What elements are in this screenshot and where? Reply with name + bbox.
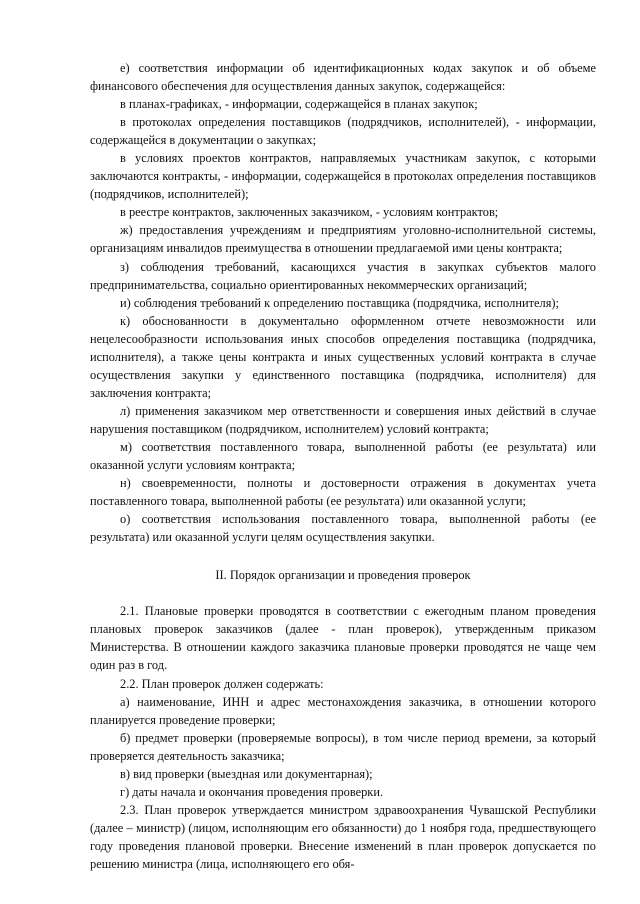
paragraph-2-2-v: в) вид проверки (выездная или документарная);	[120, 766, 373, 781]
paragraph-item-k: к) обоснованности в документально оформленном отчете невозможности или нецелесообразности использования иных способов определения поставщика (подрядчика, исполнителя), а также цены контракта и иных существенных условий контракта в случае осуществления закупки у единственного поставщика (подрядчика, исполнителя) для заключения контракта;	[90, 313, 596, 400]
paragraph-protocols: в протоколах определения поставщиков (подрядчиков, исполнителей), - информации, содержащейся в документации о закупках;	[90, 115, 596, 148]
paragraph-item-e: е) соответствия информации об идентификационных кодах закупок и об объеме финансового обеспечения для осуществления данных закупок, содержащейся:	[90, 61, 596, 94]
paragraph-item-i: и) соблюдения требований к определению поставщика (подрядчика, исполнителя);	[120, 295, 559, 310]
paragraph-item-n: н) своевременности, полноты и достоверности отражения в документах учета поставленного товара, выполненной работы (ее результата) или оказанной услуги;	[90, 476, 596, 509]
paragraph-2-3: 2.3. План проверок утверждается министром здравоохранения Чувашской Республики (далее – министр) (лицом, исполняющим его обязанности) до 1 ноября года, предшествующего году проведения плановой проверки. Внесение изменений в план проверок допускается по решению министра (лица, исполняющего его обя-	[90, 802, 596, 871]
paragraph-2-2: 2.2. План проверок должен содержать:	[120, 676, 324, 691]
paragraph-contract-registry: в реестре контрактов, заключенных заказчиком, - условиям контрактов;	[120, 205, 499, 220]
paragraph-contract-drafts: в условиях проектов контрактов, направляемых участникам закупок, с которыми заключаются контракты, - информации, содержащейся в протоколах определения поставщиков (подрядчиков, исполнителей);	[90, 151, 596, 202]
paragraph-item-zh: ж) предоставления учреждениям и предприятиям уголовно-исполнительной системы, организациям инвалидов преимущества в отношении предлагаемой ими цены контракта;	[90, 223, 596, 256]
paragraph-plans-schedules: в планах-графиках, - информации, содержащейся в планах закупок;	[120, 97, 478, 112]
paragraph-2-2-b: б) предмет проверки (проверяемые вопросы), в том числе период времени, за который проверяется деятельность заказчика;	[90, 730, 596, 763]
paragraph-item-m: м) соответствия поставленного товара, выполненной работы (ее результата) или оказанной услуги условиям контракта;	[90, 439, 596, 473]
paragraph-2-2-g: г) даты начала и окончания проведения проверки.	[120, 784, 384, 799]
paragraphs-bottom	[90, 602, 596, 873]
paragraph-item-l: л) применения заказчиком мер ответственности и совершения иных действий в случае нарушения поставщиком (подрядчиком, исполнителем) условий контракта;	[90, 403, 596, 436]
paragraph-item-z: з) соблюдения требований, касающихся участия в закупках субъектов малого предпринимательства, социально ориентированных некоммерческих организаций;	[90, 259, 596, 292]
section-heading: II. Порядок организации и проведения проверок	[215, 568, 471, 583]
paragraph-item-o: о) соответствия использования поставленного товара, выполненной работы (ее результата) или оказанной услуги целям осуществления закупки.	[90, 512, 596, 545]
paragraph-2-2-a: а) наименование, ИНН и адрес местонахождения заказчика, в отношении которого планируется проведение проверки;	[90, 694, 596, 727]
paragraph-2-1: 2.1. Плановые проверки проводятся в соответствии с ежегодным планом проведения плановых проверок заказчиков (далее - план проверок), утвержденным приказом Министерства. В отношении каждого заказчика плановые проверки проводятся не чаще чем один раз в год.	[90, 604, 596, 673]
paragraphs-top	[90, 59, 596, 546]
